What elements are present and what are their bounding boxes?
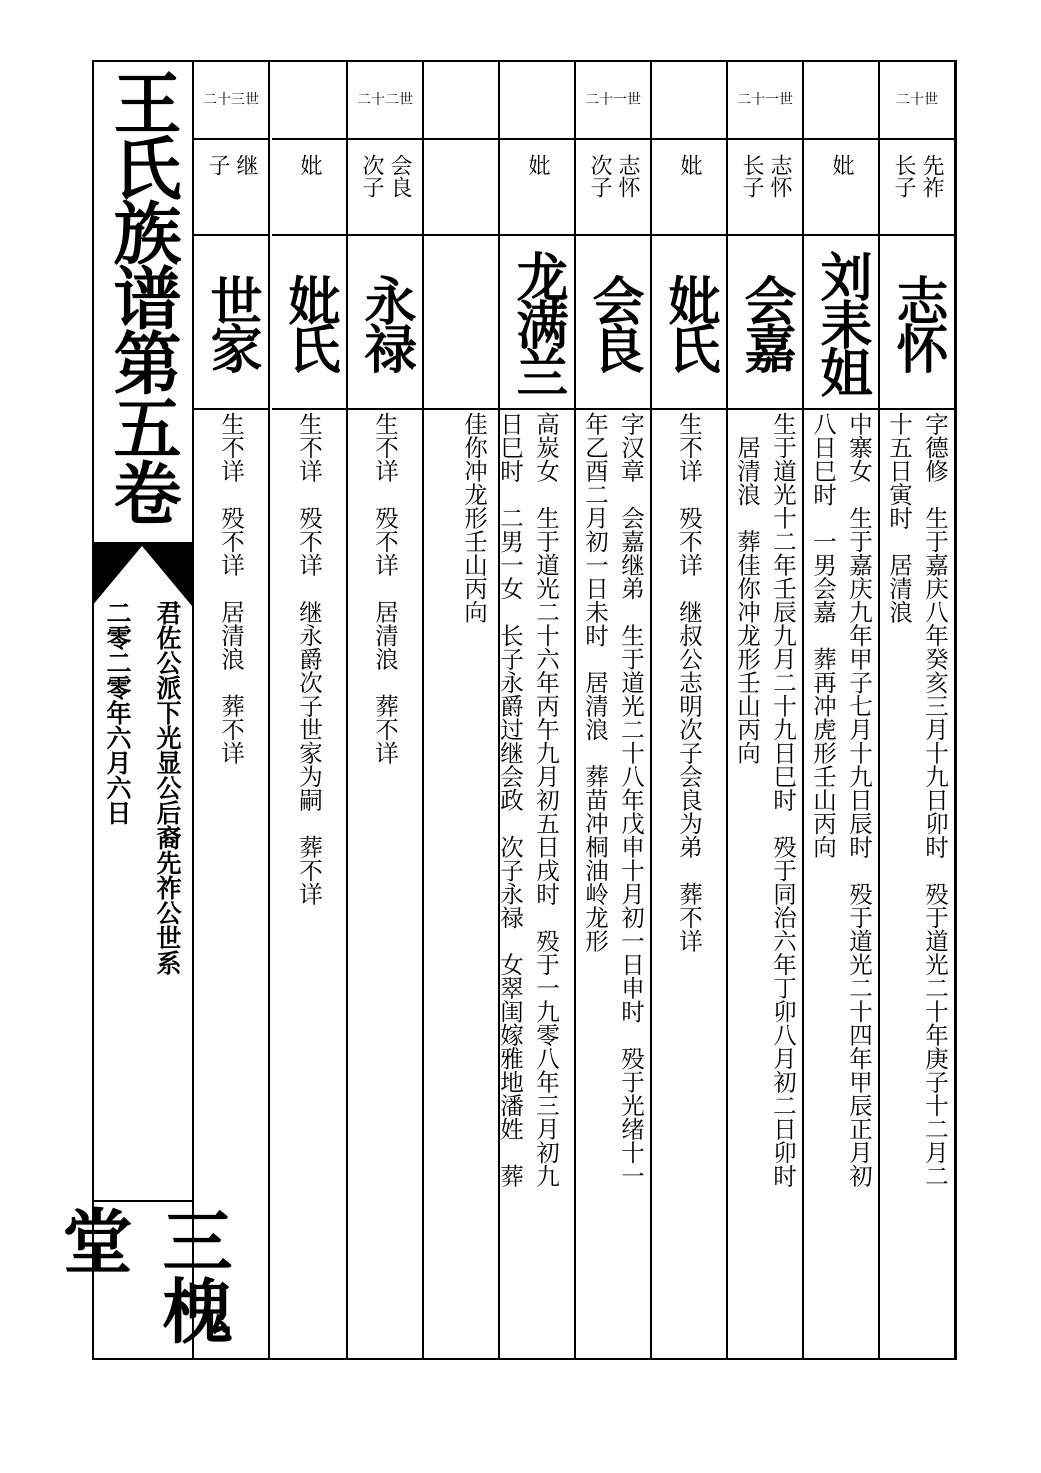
biography-cell bbox=[576, 412, 650, 1352]
biography-text: 字德修 生于嘉庆八年癸亥三月十九日卯时 殁于道光二十年庚子十二月二 十五日寅时 居清浪 bbox=[885, 412, 949, 1188]
person-name-cell bbox=[804, 236, 878, 410]
entry-column bbox=[804, 60, 880, 1360]
relation-cell bbox=[348, 140, 422, 236]
relation-label: 妣 bbox=[829, 154, 854, 176]
hall-divider bbox=[92, 1200, 192, 1202]
relation-label: 先祚 长子 bbox=[891, 154, 944, 198]
hall-name bbox=[51, 1205, 234, 1355]
biography-cell bbox=[348, 412, 422, 1352]
entry-column bbox=[880, 60, 956, 1360]
entry-column bbox=[194, 60, 270, 1360]
person-name: 会良 bbox=[583, 274, 644, 370]
relation-cell bbox=[728, 140, 802, 236]
biography-cell bbox=[804, 412, 878, 1352]
generation-cell bbox=[576, 60, 650, 140]
biography-text: 生不详 殁不详 居清浪 葬不详 bbox=[371, 412, 399, 765]
biography-cell bbox=[194, 412, 268, 1352]
genealogy-title-text: 王氏族谱第五卷 bbox=[102, 68, 182, 523]
relation-cell bbox=[194, 140, 268, 236]
person-name: 妣氏 bbox=[659, 274, 720, 370]
biography-text: 生不详 殁不详 居清浪 葬不详 bbox=[217, 412, 245, 765]
person-name-cell bbox=[880, 236, 954, 410]
relation-cell bbox=[652, 140, 726, 236]
biography-text: 中寨女 生于嘉庆九年甲子七月十九日辰时 殁于道光二十四年甲辰正月初 八日巳时 一男会嘉 葬再冲虎形壬山丙向 bbox=[809, 412, 873, 1188]
relation-cell bbox=[500, 140, 574, 236]
person-name-cell bbox=[652, 236, 726, 410]
generation-cell bbox=[728, 60, 802, 140]
chevron-ornament-icon bbox=[92, 546, 192, 606]
biography-cell bbox=[880, 412, 954, 1352]
hall-name-text: 三槐堂 bbox=[51, 1205, 234, 1345]
person-name: 刘耒姐 bbox=[811, 250, 872, 394]
biography-text: 生于道光十二年壬辰九月二十九日巳时 殁于同治六年丁卯八月初二日卯时 居清浪 葬佳你冲龙形壬山丙向 bbox=[733, 412, 797, 1188]
biography-text: 字汉章 会嘉继弟 生于道光二十八年戊申十月初一日申时 殁于光绪十一 年乙酉二月初一日未时 居清浪 葬苗冲桐油岭龙形 bbox=[581, 412, 645, 1188]
person-name: 永禄 bbox=[355, 274, 416, 370]
person-name-cell bbox=[194, 236, 268, 410]
generation-cell bbox=[194, 60, 268, 140]
entry-column bbox=[652, 60, 728, 1360]
relation-cell bbox=[804, 140, 878, 236]
relation-label: 志怀 长子 bbox=[739, 154, 792, 198]
generation-cell bbox=[348, 60, 422, 140]
relation-label: 志怀 次子 bbox=[587, 154, 640, 198]
generation-cell bbox=[424, 60, 498, 140]
person-name: 世家 bbox=[201, 274, 262, 370]
person-name: 妣氏 bbox=[279, 274, 340, 370]
person-name-cell bbox=[500, 236, 574, 410]
relation-label: 会良 次子 bbox=[359, 154, 412, 198]
entry-column bbox=[460, 60, 576, 1360]
person-name: 龙满兰 bbox=[507, 250, 568, 394]
relation-cell bbox=[272, 140, 346, 236]
compile-date-text: 二零二零年六月六日 bbox=[103, 600, 132, 825]
generation-cell bbox=[500, 60, 574, 140]
entry-column bbox=[576, 60, 652, 1360]
generation-label: 二十世 bbox=[896, 92, 938, 108]
person-name-cell bbox=[728, 236, 802, 410]
relation-label: 妣 bbox=[677, 154, 702, 176]
person-name-cell bbox=[576, 236, 650, 410]
biography-cell bbox=[728, 412, 802, 1352]
compile-date bbox=[94, 600, 140, 900]
biography-text: 高炭女 生于道光二十六年丙午九月初五日戌时 殁于一九零八年三月初九 日巳时 二男一女 长子永爵过继会政 次子永禄 女翠闺嫁雅地潘姓 葬 佳你冲龙形壬山丙向 bbox=[460, 412, 560, 1188]
entry-column bbox=[728, 60, 804, 1360]
person-name: 会嘉 bbox=[735, 274, 796, 370]
biography-cell bbox=[272, 412, 346, 1352]
generation-label: 二十三世 bbox=[203, 92, 259, 108]
relation-label: 继 子 bbox=[205, 154, 258, 176]
person-name-cell bbox=[348, 236, 422, 410]
genealogy-title bbox=[92, 68, 192, 538]
person-name-cell bbox=[272, 236, 346, 410]
person-name-cell bbox=[424, 236, 498, 410]
generation-label: 二十一世 bbox=[737, 92, 793, 108]
lineage-subtitle-text: 君佐公派下光显公后裔先祚公世系 bbox=[153, 600, 182, 975]
generation-label: 二十二世 bbox=[357, 92, 413, 108]
generation-label: 二十一世 bbox=[585, 92, 641, 108]
relation-cell bbox=[576, 140, 650, 236]
relation-label: 妣 bbox=[525, 154, 550, 176]
biography-text: 生不详 殁不详 继叔公志明次子会良为弟 葬不详 bbox=[675, 412, 703, 953]
generation-cell bbox=[804, 60, 878, 140]
relation-cell bbox=[880, 140, 954, 236]
relation-cell bbox=[424, 140, 498, 236]
biography-cell bbox=[652, 412, 726, 1352]
entry-column bbox=[272, 60, 348, 1360]
generation-cell bbox=[880, 60, 954, 140]
biography-text: 生不详 殁不详 继永爵次子世家为嗣 葬不详 bbox=[295, 412, 323, 906]
person-name: 志怀 bbox=[887, 274, 948, 370]
relation-label: 妣 bbox=[297, 154, 322, 176]
generation-cell bbox=[652, 60, 726, 140]
entry-column bbox=[424, 60, 500, 1360]
lineage-subtitle bbox=[144, 600, 190, 1080]
entry-column bbox=[348, 60, 424, 1360]
generation-cell bbox=[272, 60, 346, 140]
